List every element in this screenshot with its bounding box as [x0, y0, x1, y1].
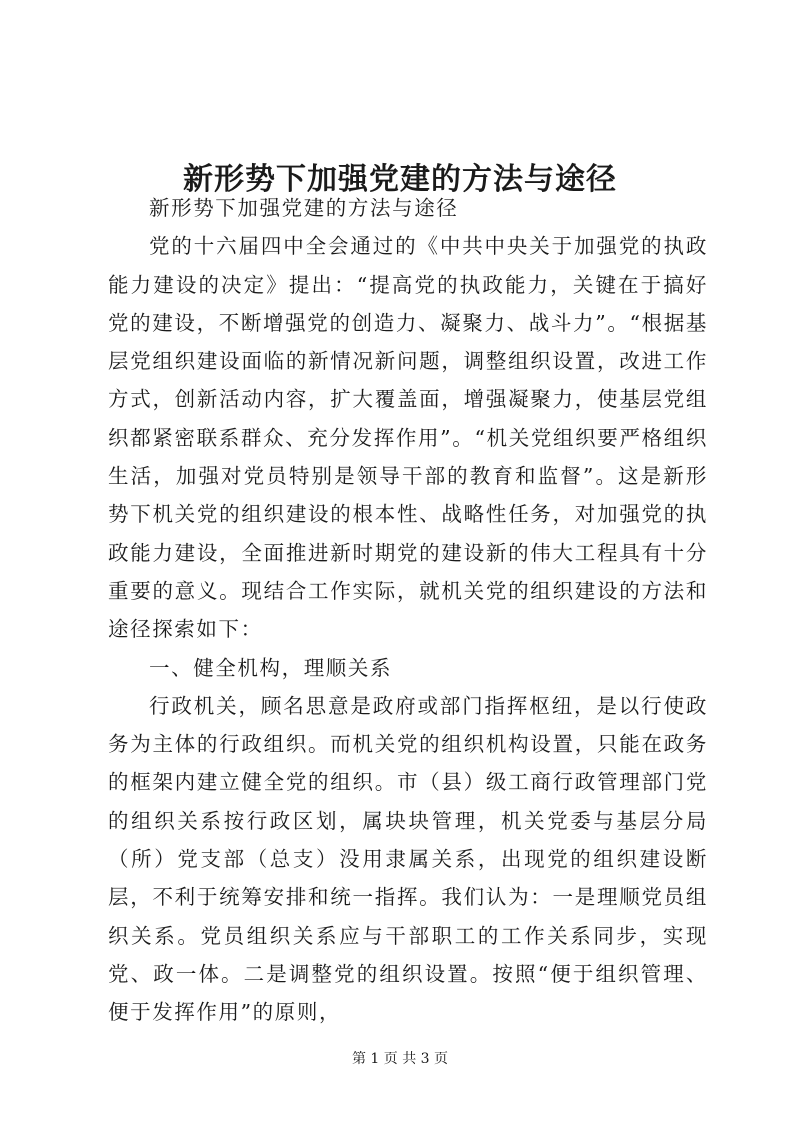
section-heading-1: 一、健全机构，理顺关系: [149, 655, 393, 680]
document-body: [108, 189, 708, 1032]
body-paragraph-intro: 党的十六届四中全会通过的《中共中央关于加强党的执政能力建设的决定》提出：“提高党的执政能力，关键在于搞好党的建设，不断增强党的创造力、凝聚力、战斗力”。“根据基层党组织建设面临的新情况新问题，调整组织设置，改进工作方式，创新活动内容，扩大覆盖面，增强凝聚力，使基层党组织都紧密联系群众、充分发挥作用”。“机关党组织要严格组织生活，加强对党员特别是领导干部的教育和监督”。这是新形势下机关党的组织建设的根本性、战略性任务，对加强党的执政能力建设，全面推进新时期党的建设新的伟大工程具有十分重要的意义。现结合工作实际，就机关党的组织建设的方法和途径探索如下：: [108, 234, 708, 642]
body-paragraph-section-1: 行政机关，顾名思意是政府或部门指挥枢纽，是以行使政务为主体的行政组织。而机关党的组织机构设置，只能在政务的框架内建立健全党的组织。市（县）级工商行政管理部门党的组织关系按行政区划，属块块管理，机关党委与基层分局（所）党支部（总支）没用隶属关系，出现党的组织建设断层，不利于统筹安排和统一指挥。我们认为：一是理顺党员组织关系。党员组织关系应与干部职工的工作关系同步，实现党、政一体。二是调整党的组织设置。按照“便于组织管理、便于发挥作用”的原则，: [108, 693, 708, 1025]
body-paragraph-subtitle: 新形势下加强党建的方法与途径: [149, 196, 459, 220]
page-number-footer: 第 1 页 共 3 页: [351, 1051, 449, 1067]
document-title: 新形势下加强党建的方法与途径: [183, 162, 617, 198]
